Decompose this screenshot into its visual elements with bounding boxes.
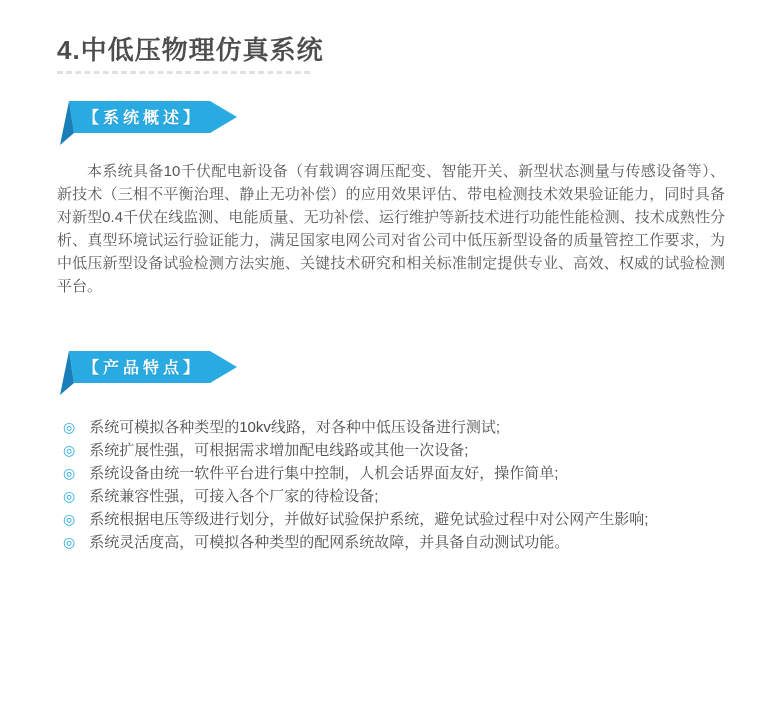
bullseye-ring-icon: ◎ xyxy=(63,441,76,458)
overview-banner-label: 【系统概述】 xyxy=(83,109,204,127)
title-underline xyxy=(57,71,310,74)
feature-text: 系统设备由统一软件平台进行集中控制，人机会话界面友好，操作简单; xyxy=(89,464,559,482)
feature-text: 系统根据电压等级进行划分，并做好试验保护系统，避免试验过程中对公网产生影响; xyxy=(89,510,649,528)
bullseye-ring-icon: ◎ xyxy=(63,418,76,435)
overview-section-banner xyxy=(57,100,239,146)
bullseye-ring-icon: ◎ xyxy=(63,510,76,527)
features-section-banner xyxy=(57,350,239,396)
list-item xyxy=(63,508,718,531)
list-item xyxy=(63,485,718,508)
bullseye-ring-icon: ◎ xyxy=(63,487,76,504)
features-banner-label: 【产品特点】 xyxy=(83,359,204,377)
bullseye-ring-icon: ◎ xyxy=(63,533,76,550)
features-list xyxy=(57,416,718,554)
feature-text: 系统扩展性强，可根据需求增加配电线路或其他一次设备; xyxy=(89,441,469,459)
bullseye-ring-icon: ◎ xyxy=(63,464,76,481)
feature-text: 系统灵活度高，可模拟各种类型的配网系统故障，并具备自动测试功能。 xyxy=(89,533,570,551)
feature-text: 系统兼容性强，可接入各个厂家的待检设备; xyxy=(89,487,379,505)
list-item xyxy=(63,531,718,554)
overview-paragraph: 本系统具备10千伏配电新设备（有载调容调压配变、智能开关、新型状态测量与传感设备等）、新技术（三相不平衡治理、静止无功补偿）的应用效果评估、带电检测技术效果验证能力，同时具备对新型0.4千伏在线监测、电能质量、无功补偿、运行维护等新技术进行功能性能检测、技术成熟性分析、真型环境试运行验证能力，满足国家电网公司对省公司中低压新型设备的质量管控工作要求，为中低压新型设备试验检测方法实施、关键技术研究和相关标准制定提供专业、高效、权威的试验检测平台。 xyxy=(57,162,725,295)
list-item xyxy=(63,462,718,485)
page-title: 4.中低压物理仿真系统 xyxy=(57,35,324,65)
feature-text: 系统可模拟各种类型的10kv线路，对各种中低压设备进行测试; xyxy=(89,418,501,436)
list-item xyxy=(63,439,718,462)
list-item xyxy=(63,416,718,439)
